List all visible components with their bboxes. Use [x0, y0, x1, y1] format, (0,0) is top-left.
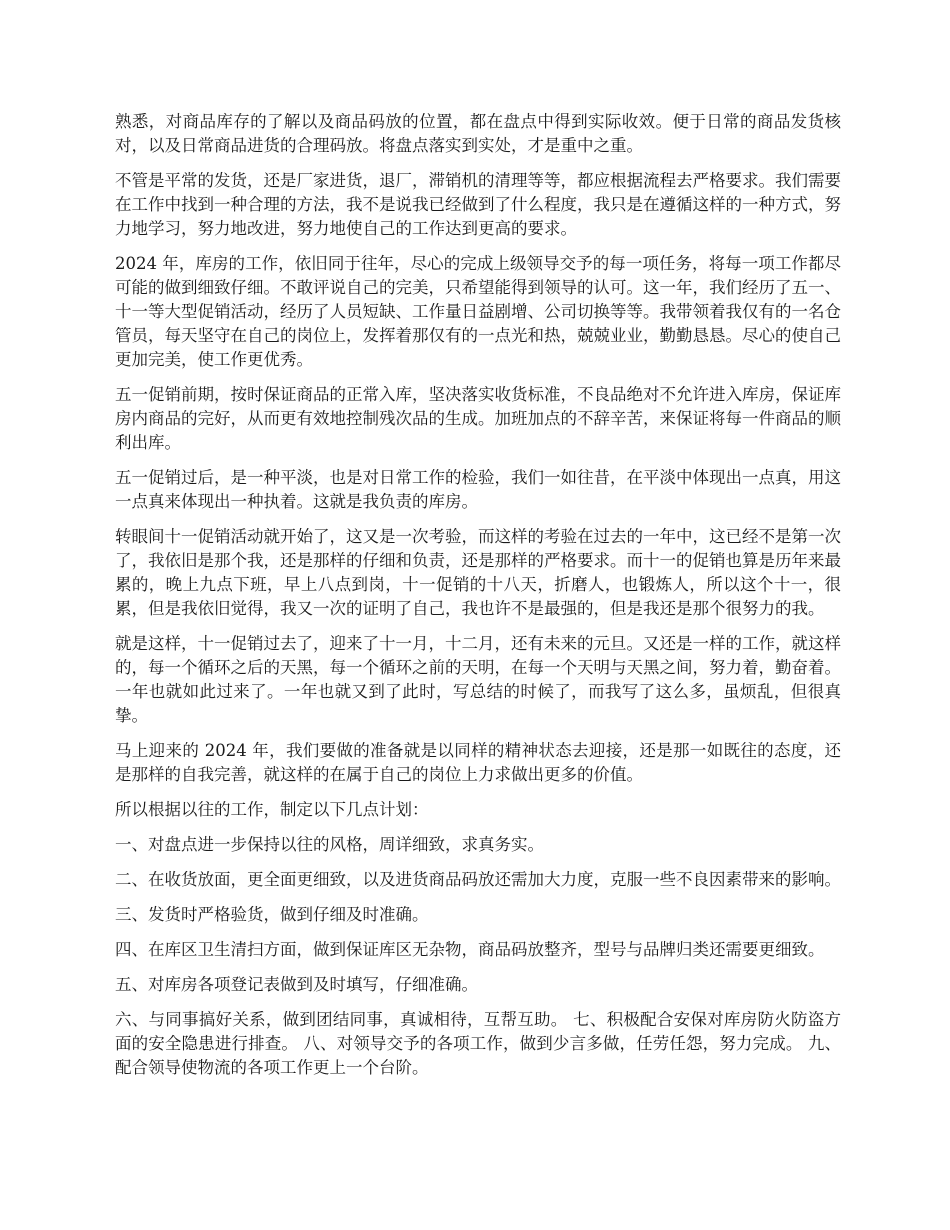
paragraph: 所以根据以往的工作，制定以下几点计划：: [115, 800, 429, 819]
paragraph: 五一促销前期，按时保证商品的正常入库，坚决落实收货标准，不良品绝对不允许进入库房，保证库房内商品的完好，从而更有效地控制残次品的生成。加班加点的不辞辛苦，来保证将每一件商品的顺利出库。: [115, 385, 841, 452]
paragraph: 2024 年，库房的工作，依旧同于往年，尽心的完成上级领导交予的每一项任务，将每一项工作都尽可能的做到细致仔细。不敢评说自己的完美，只希望能得到领导的认可。这一年，我们经历了五一、十一等大型促销活动，经历了人员短缺、工作量日益剧增、公司切换等等。我带领着我仅有的一名仓管员，每天坚守在自己的岗位上，发挥着那仅有的一点光和热，兢兢业业，勤勤恳恳。尽心的使自己更加完美，使工作更优秀。: [115, 254, 841, 369]
document-body: [115, 110, 841, 1091]
paragraph: 转眼间十一促销活动就开始了，这又是一次考验，而这样的考验在过去的一年中，这已经不是第一次了，我依旧是那个我，还是那样的仔细和负责，还是那样的严格要求。而十一的促销也算是历年来最累的，晚上九点下班，早上八点到岗，十一促销的十八天，折磨人，也锻炼人，所以这个十一，很累，但是我依旧觉得，我又一次的证明了自己，我也许不是最强的，但是我还是那个很努力的我。: [115, 527, 841, 618]
plan-item: 三、发货时严格验货，做到仔细及时准确。: [115, 905, 429, 924]
paragraph: 不管是平常的发货，还是厂家进货，退厂，滞销机的清理等等，都应根据流程去严格要求。我们需要在工作中找到一种合理的方法，我不是说我已经做到了什么程度，我只是在遵循这样的一种方式，努力地学习，努力地改进，努力地使自己的工作达到更高的要求。: [115, 171, 841, 238]
plan-item: 四、在库区卫生清扫方面，做到保证库区无杂物，商品码放整齐，型号与品牌归类还需要更细致。: [115, 940, 825, 959]
plan-item: 一、对盘点进一步保持以往的风格，周详细致，求真务实。: [115, 835, 544, 854]
paragraph: 熟悉，对商品库存的了解以及商品码放的位置，都在盘点中得到实际收效。便于日常的商品发货核对，以及日常商品进货的合理码放。将盘点落实到实处，才是重中之重。: [115, 112, 841, 155]
plan-item: 二、在收货放面，更全面更细致，以及进货商品码放还需加大力度，克服一些不良因素带来的影响。: [115, 870, 841, 889]
paragraph: 马上迎来的 2024 年，我们要做的准备就是以同样的精神状态去迎接，还是那一如既往的态度，还是那样的自我完善，就这样的在属于自己的岗位上力求做出更多的价值。: [115, 741, 841, 784]
plan-item: 六、与同事搞好关系，做到团结同事，真诚相待，互帮互助。 七、积极配合安保对库房防火防盗方面的安全隐患进行排查。 八、对领导交予的各项工作，做到少言多做，任劳任怨，努力完成。 九、配合领导使物流的各项工作更上一个台阶。: [115, 1010, 841, 1077]
paragraph: 就是这样，十一促销过去了，迎来了十一月，十二月，还有未来的元旦。又还是一样的工作，就这样的，每一个循环之后的天黑，每一个循环之前的天明，在每一个天明与天黑之间，努力着，勤奋着。一年也就如此过来了。一年也就又到了此时，写总结的时候了，而我写了这么多，虽烦乱，但很真挚。: [115, 634, 841, 725]
plan-item: 五、对库房各项登记表做到及时填写，仔细准确。: [115, 975, 478, 994]
paragraph: 五一促销过后，是一种平淡，也是对日常工作的检验，我们一如往昔，在平淡中体现出一点真，用这一点真来体现出一种执着。这就是我负责的库房。: [115, 468, 841, 511]
